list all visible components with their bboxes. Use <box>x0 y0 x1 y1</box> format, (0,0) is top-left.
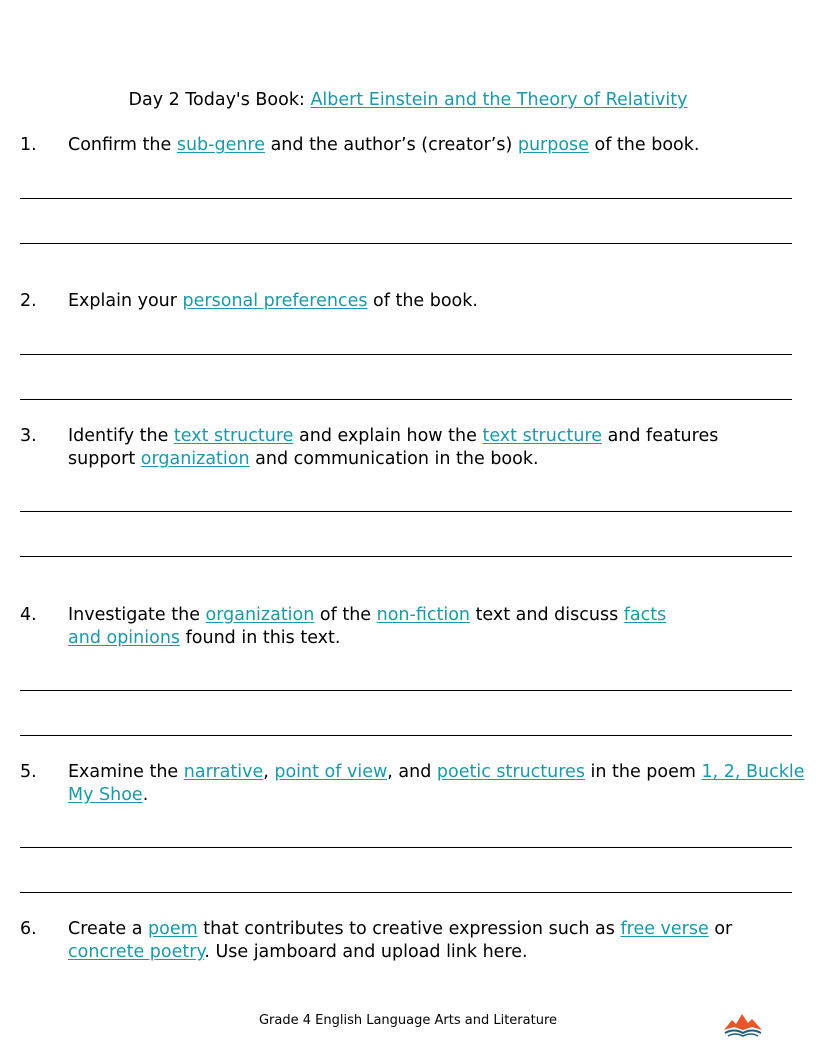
mountain-book-logo-icon <box>722 1010 764 1038</box>
question-text-segment: and explain how the <box>293 426 483 446</box>
free-verse-link[interactable]: free verse <box>620 919 709 939</box>
facts-and-opinions-link[interactable]: and opinions <box>68 628 181 648</box>
question-text <box>68 918 798 964</box>
answer-line <box>20 892 792 893</box>
question-text-segment: Examine the <box>68 762 184 782</box>
footer-text: Grade 4 English Language Arts and Literature <box>258 1013 558 1028</box>
organization-link[interactable]: organization <box>140 449 250 469</box>
question-text <box>68 290 798 313</box>
poem-title-link[interactable]: 1, 2, Buckle <box>701 762 805 782</box>
question-text-segment: or <box>708 919 733 939</box>
answer-line <box>20 399 792 400</box>
organization-link[interactable]: organization <box>205 605 315 625</box>
question-text-segment: . Use jamboard and upload link here. <box>204 942 528 962</box>
concrete-poetry-link[interactable]: concrete poetry <box>68 942 205 962</box>
question-text-segment: Explain your <box>68 291 183 311</box>
answer-line <box>20 556 792 557</box>
question-text <box>68 134 798 157</box>
question-text-segment: , and <box>387 762 437 782</box>
question-text-segment: of the book. <box>588 135 700 155</box>
question-text <box>68 604 798 650</box>
question-text <box>68 761 805 807</box>
answer-line <box>20 198 792 199</box>
question-text-segment: Create a <box>68 919 148 939</box>
poem-link[interactable]: poem <box>148 919 198 939</box>
question-text <box>68 425 798 471</box>
question-number: 6. <box>20 919 37 939</box>
question-text-segment: of the <box>314 605 377 625</box>
question-text-segment: Identify the <box>68 426 174 446</box>
answer-line <box>20 735 792 736</box>
question-text-segment: support <box>68 449 141 469</box>
question-number: 4. <box>20 605 37 625</box>
question-text-segment: in the poem <box>584 762 702 782</box>
question-number: 1. <box>20 135 37 155</box>
answer-line <box>20 511 792 512</box>
text-structure-link[interactable]: text structure <box>173 426 294 446</box>
answer-line <box>20 354 792 355</box>
question-number: 5. <box>20 762 37 782</box>
text-structure-link[interactable]: text structure <box>482 426 602 446</box>
question-text-segment: and communication in the book. <box>249 449 539 469</box>
question-text-segment: text and discuss <box>470 605 624 625</box>
answer-line <box>20 690 792 691</box>
question-text-segment: and features <box>602 426 719 446</box>
narrative-link[interactable]: narrative <box>183 762 264 782</box>
question-text-segment: . <box>142 785 149 805</box>
question-number: 2. <box>20 291 37 311</box>
answer-line <box>20 847 792 848</box>
title-prefix: Day 2 Today's Book: <box>128 90 311 110</box>
question-text-segment: found in this text. <box>180 628 341 648</box>
question-text-segment: , <box>263 762 275 782</box>
poem-title-link[interactable]: My Shoe <box>68 785 143 805</box>
facts-and-opinions-link[interactable]: facts <box>623 605 667 625</box>
question-text-segment: and the author’s (creator’s) <box>265 135 518 155</box>
point-of-view-link[interactable]: point of view <box>274 762 388 782</box>
book-title-link[interactable]: Albert Einstein and the Theory of Relativity <box>310 90 688 110</box>
question-text-segment: of the book. <box>367 291 478 311</box>
question-text-segment: that contributes to creative expression such as <box>197 919 621 939</box>
question-text-segment: Confirm the <box>68 135 177 155</box>
answer-line <box>20 243 792 244</box>
question-text-segment: Investigate the <box>68 605 206 625</box>
purpose-link[interactable]: purpose <box>517 135 589 155</box>
page-title <box>0 89 816 111</box>
sub-genre-link[interactable]: sub-genre <box>176 135 266 155</box>
non-fiction-link[interactable]: non-fiction <box>376 605 470 625</box>
question-number: 3. <box>20 426 37 446</box>
poetic-structures-link[interactable]: poetic structures <box>436 762 585 782</box>
personal-preferences-link[interactable]: personal preferences <box>182 291 368 311</box>
